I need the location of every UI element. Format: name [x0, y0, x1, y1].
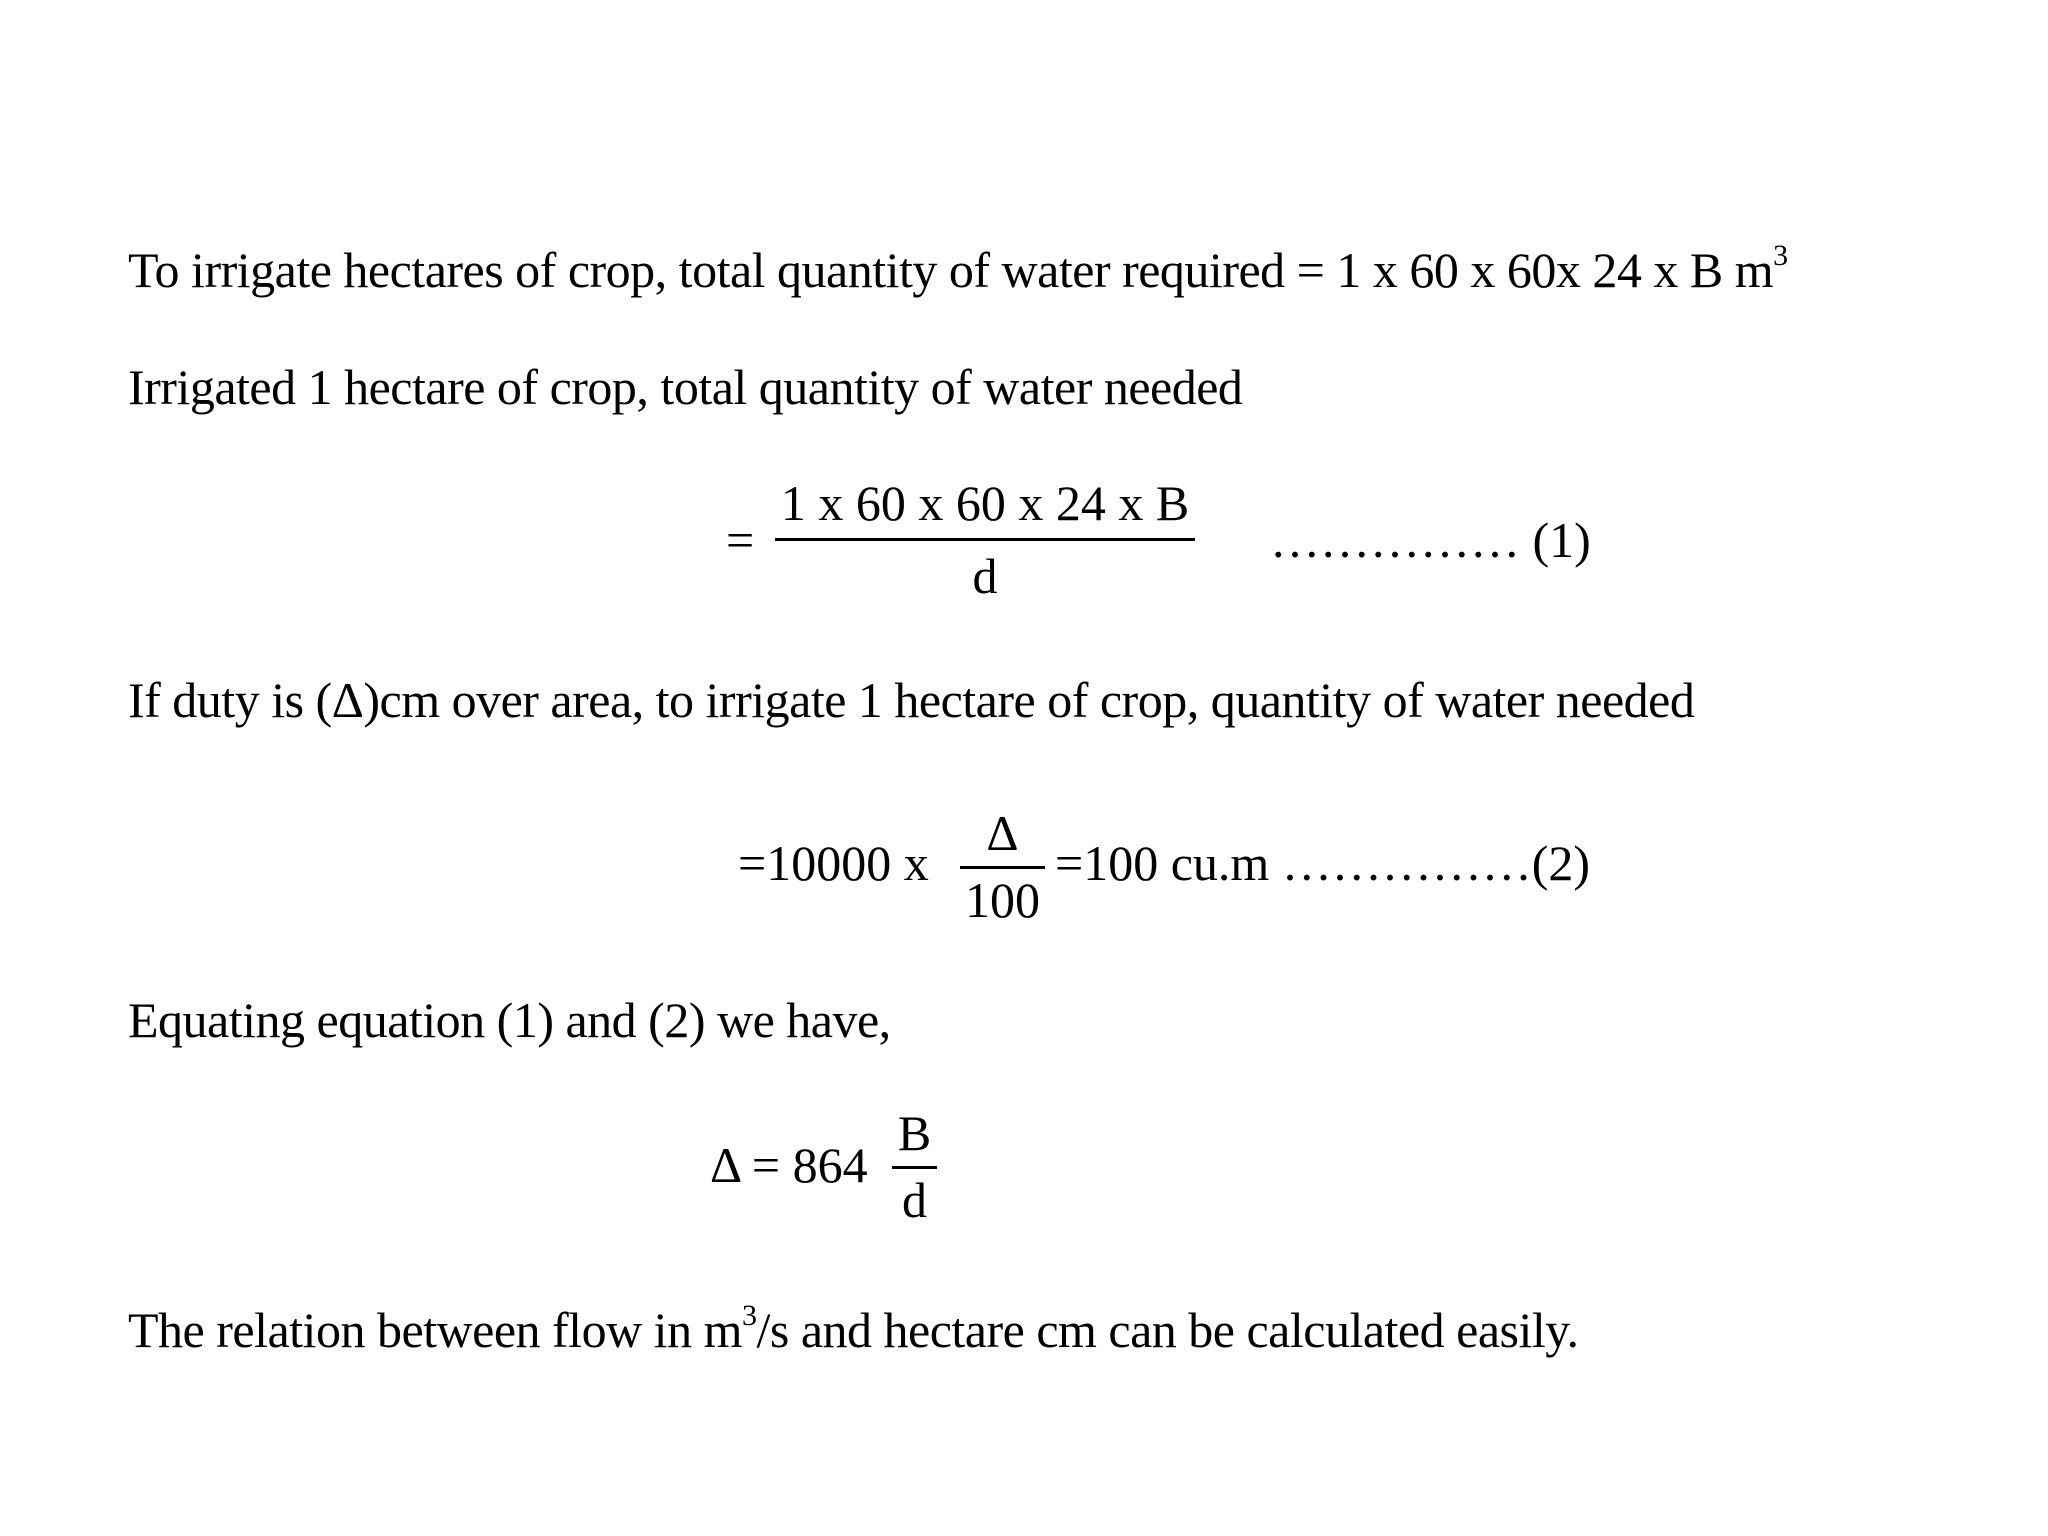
equation-1-fraction — [775, 475, 1195, 604]
text-relation-pre: The relation between flow in m — [128, 1302, 742, 1358]
paragraph-equating: Equating equation (1) and (2) we have, — [128, 992, 891, 1048]
equation-3-lead: Δ = 864 — [710, 1137, 868, 1193]
equation-3-denominator: d — [902, 1172, 927, 1228]
equation-2-denominator: 100 — [965, 872, 1040, 928]
paragraph-duty: If duty is (Δ)cm over area, to irrigate 1 hectare of crop, quantity of water needed — [128, 672, 1695, 728]
equation-1-numerator: 1 x 60 x 60 x 24 x B — [780, 475, 1190, 531]
text-total-water: To irrigate hectares of crop, total quantity of water required = 1 x 60 x 60x 24 x B m — [128, 242, 1774, 298]
text-relation-post: /s and hectare cm can be calculated easily. — [756, 1302, 1579, 1358]
paragraph-irrigated-hectare: Irrigated 1 hectare of crop, total quantity of water needed — [128, 359, 1243, 415]
equation-1-tag: …………… (1) — [1270, 512, 1591, 568]
equation-1-equals: = — [726, 512, 755, 568]
equation-3-numerator: B — [897, 1105, 932, 1161]
equation-2-trail: =100 cu.m ……………(2) — [1055, 835, 1591, 891]
equation-2-lead: =10000 x — [738, 835, 929, 891]
superscript-cube: 3 — [741, 1299, 757, 1332]
equation-3-fraction — [892, 1105, 937, 1228]
superscript-cube: 3 — [1773, 239, 1788, 272]
equation-2-fraction — [960, 805, 1045, 928]
equation-1-denominator: d — [972, 548, 998, 604]
paragraph-total-water — [128, 239, 1788, 298]
paragraph-relation — [128, 1299, 1579, 1358]
equation-2-numerator: Δ — [986, 805, 1019, 861]
